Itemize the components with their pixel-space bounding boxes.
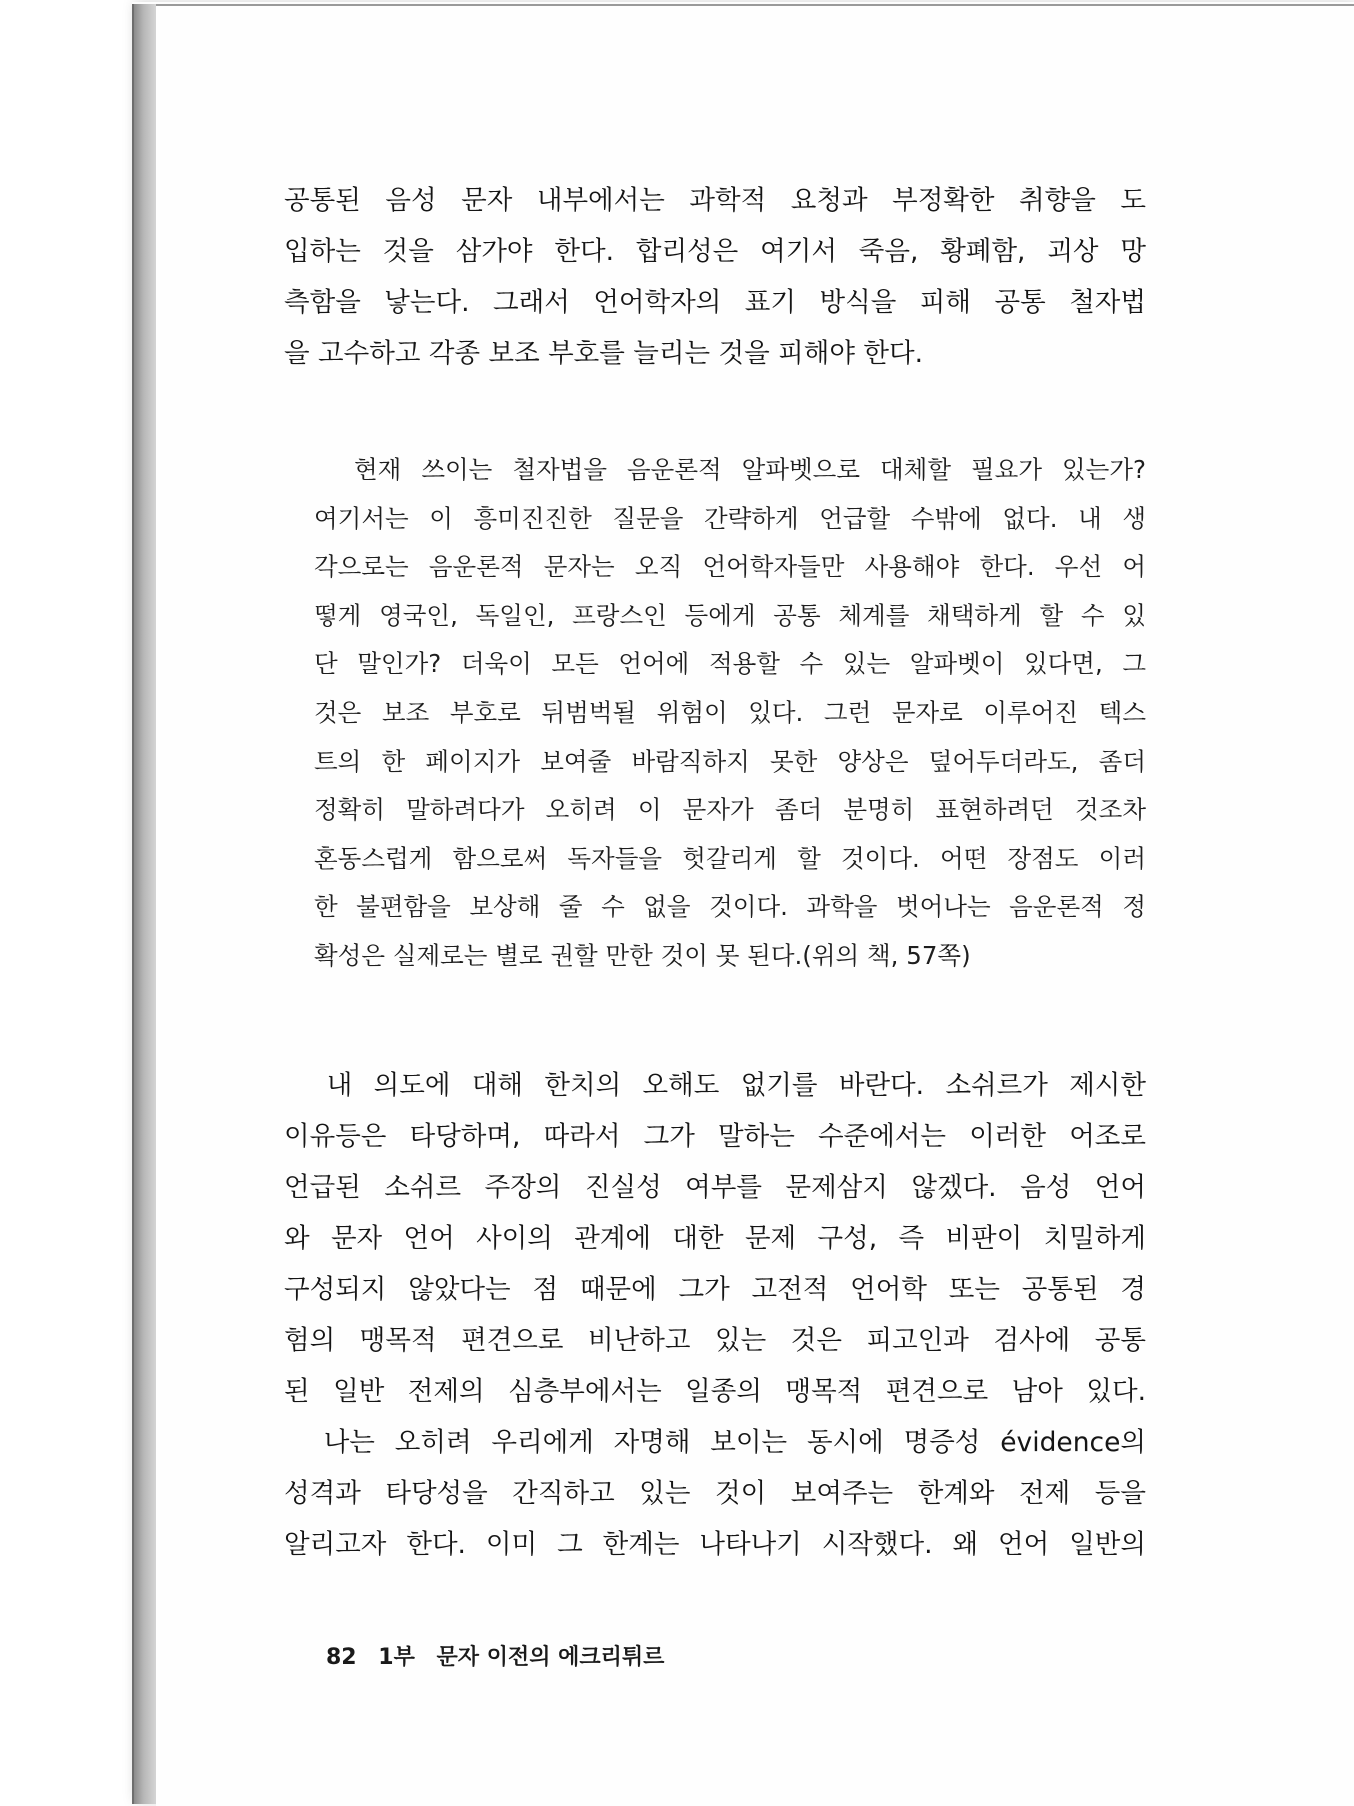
text-line: 언급된 소쉬르 주장의 진실성 여부를 문제삼지 않겠다. 음성 언어 [284, 1172, 1146, 1203]
part-label: 1부 [378, 1645, 415, 1670]
text-line: 험의 맹목적 편견으로 비난하고 있는 것은 피고인과 검사에 공통 [284, 1325, 1146, 1356]
chapter-title: 문자 이전의 에크리튀르 [436, 1645, 665, 1670]
paragraph-2 [284, 1060, 1146, 1570]
text-line: 된 일반 전제의 심층부에서는 일종의 맹목적 편견으로 남아 있다. [284, 1376, 1146, 1407]
text-line: 을 고수하고 각종 보조 부호를 늘리는 것을 피해야 한다. [284, 338, 923, 369]
quote-line: 현재 쓰이는 철자법을 음운론적 알파벳으로 대체할 필요가 있는가? [314, 455, 1146, 484]
text-line: 공통된 음성 문자 내부에서는 과학적 요청과 부정확한 취향을 도 [284, 185, 1146, 216]
quote-line: 각으로는 음운론적 문자는 오직 언어학자들만 사용해야 한다. 우선 어 [314, 552, 1146, 582]
text-line: 나는 오히려 우리에게 자명해 보이는 동시에 명증성 évidence의 [284, 1427, 1146, 1458]
text-line: 성격과 타당성을 간직하고 있는 것이 보여주는 한계와 전제 등을 [284, 1478, 1146, 1509]
block-quote [314, 446, 1146, 981]
quote-line: 혼동스럽게 함으로써 독자들을 헛갈리게 할 것이다. 어떤 장점도 이러 [314, 843, 1146, 873]
page-footer [326, 1640, 678, 1671]
quote-line: 트의 한 페이지가 보여줄 바람직하지 못한 양상은 덮어두더라도, 좀더 [314, 746, 1146, 776]
text-line: 입하는 것을 삼가야 한다. 합리성은 여기서 죽음, 황폐함, 괴상 망 [284, 236, 1146, 267]
quote-line: 여기서는 이 흥미진진한 질문을 간략하게 언급할 수밖에 없다. 내 생 [314, 503, 1146, 533]
text-line: 이유등은 타당하며, 따라서 그가 말하는 수준에서는 이러한 어조로 [284, 1121, 1146, 1152]
quote-line: 확성은 실제로는 별로 권할 만한 것이 못 된다.(위의 책, 57쪽) [314, 940, 971, 970]
text-line: 내 의도에 대해 한치의 오해도 없기를 바란다. 소쉬르가 제시한 [284, 1070, 1146, 1101]
quote-line: 떻게 영국인, 독일인, 프랑스인 등에게 공통 체계를 채택하게 할 수 있 [314, 600, 1146, 630]
text-line: 구성되지 않았다는 점 때문에 그가 고전적 언어학 또는 공통된 경 [284, 1274, 1146, 1305]
book-spine [132, 4, 158, 1804]
quote-line: 정확히 말하려다가 오히려 이 문자가 좀더 분명히 표현하려던 것조차 [314, 795, 1146, 825]
text-line: 알리고자 한다. 이미 그 한계는 나타나기 시작했다. 왜 언어 일반의 [284, 1529, 1146, 1560]
text-line: 측함을 낳는다. 그래서 언어학자의 표기 방식을 피해 공통 철자법 [284, 287, 1146, 318]
quote-line: 단 말인가? 더욱이 모든 언어에 적용할 수 있는 알파벳이 있다면, 그 [314, 649, 1146, 679]
text-line: 와 문자 언어 사이의 관계에 대한 문제 구성, 즉 비판이 치밀하게 [284, 1223, 1146, 1254]
quote-line: 것은 보조 부호로 뒤범벅될 위험이 있다. 그런 문자로 이루어진 텍스 [314, 697, 1146, 727]
paragraph-1 [284, 175, 1146, 379]
page-number: 82 [326, 1645, 357, 1670]
quote-line: 한 불편함을 보상해 줄 수 없을 것이다. 과학을 벗어나는 음운론적 정 [314, 892, 1146, 922]
